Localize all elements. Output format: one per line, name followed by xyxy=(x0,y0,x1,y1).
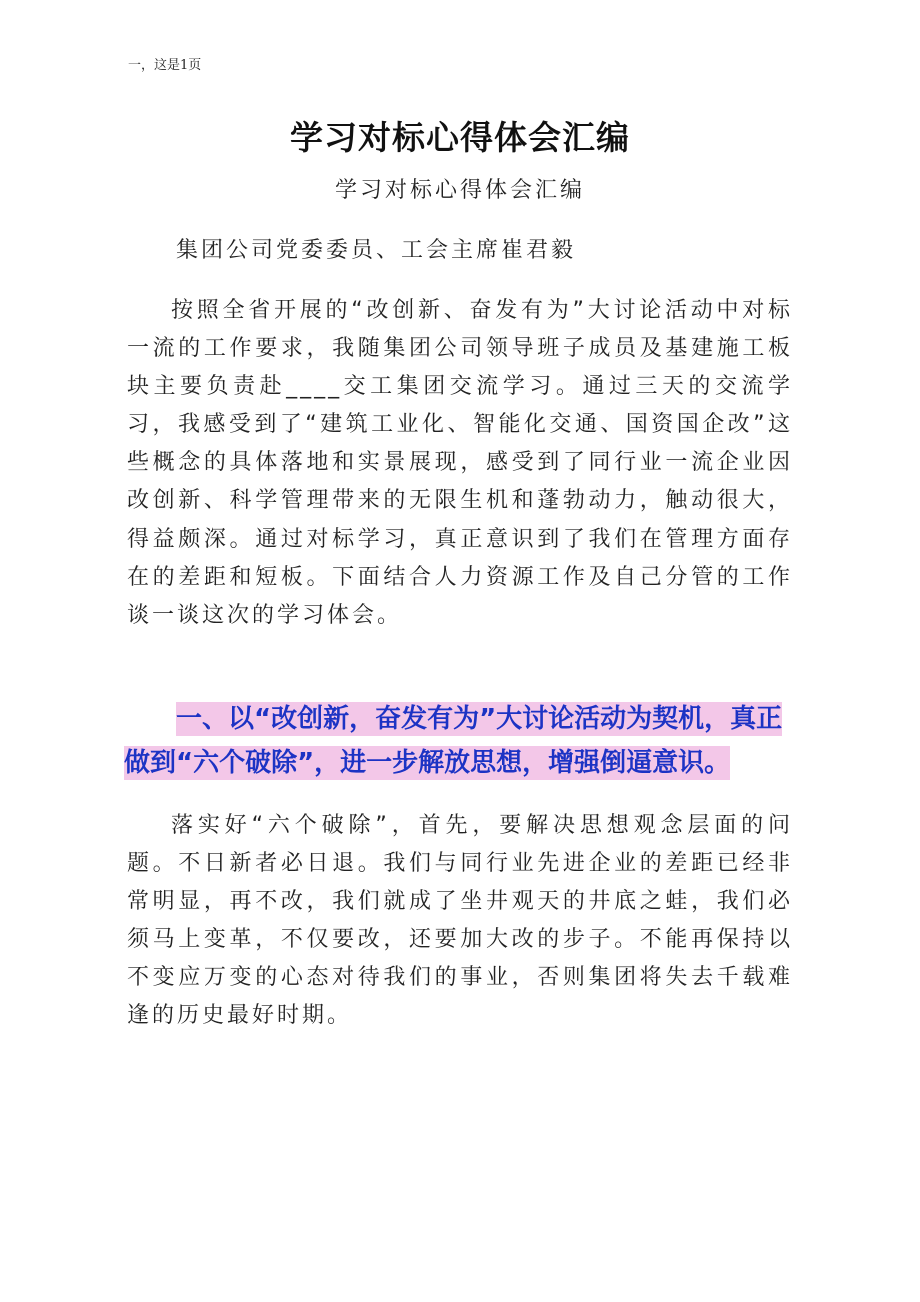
section-heading-highlight: 一、以“改创新，奋发有为”大讨论活动为契机，真正做到“六个破除”，进一步解放思想，增强倒逼意识。 xyxy=(124,704,783,778)
document-title: 学习对标心得体会汇编 xyxy=(290,118,630,157)
body-paragraph-intro: 按照全省开展的“改创新、奋发有为”大讨论活动中对标一流的工作要求，我随集团公司领导班子成员及基建施工板块主要负责赴____交工集团交流学习。通过三天的交流学习，我感受到了“建筑工业化、智能化交通、国资国企改”这些概念的具体落地和实景展现，感受到了同行业一流企业因改创新、科学管理带来的无限生机和蓬勃动力，触动很大，得益颇深。通过对标学习，真正意识到了我们在管理方面存在的差距和短板。下面结合人力资源工作及自己分管的工作谈一谈这次的学习体会。 xyxy=(127,298,793,628)
author-line: 集团公司党委委员、工会主席崔君毅 xyxy=(176,238,577,263)
section-heading xyxy=(124,697,794,785)
page-header-label: 一，这是1页 xyxy=(128,58,202,73)
document-subtitle: 学习对标心得体会汇编 xyxy=(334,178,585,203)
body-paragraph-section-1: 落实好“六个破除”，首先，要解决思想观念层面的问题。不日新者必日退。我们与同行业先进企业的差距已经非常明显，再不改，我们就成了坐井观天的井底之蛙，我们必须马上变革，不仅要改，还要加大改的步子。不能再保持以不变应万变的心态对待我们的事业，否则集团将失去千载难逢的历史最好时期。 xyxy=(127,813,793,1029)
